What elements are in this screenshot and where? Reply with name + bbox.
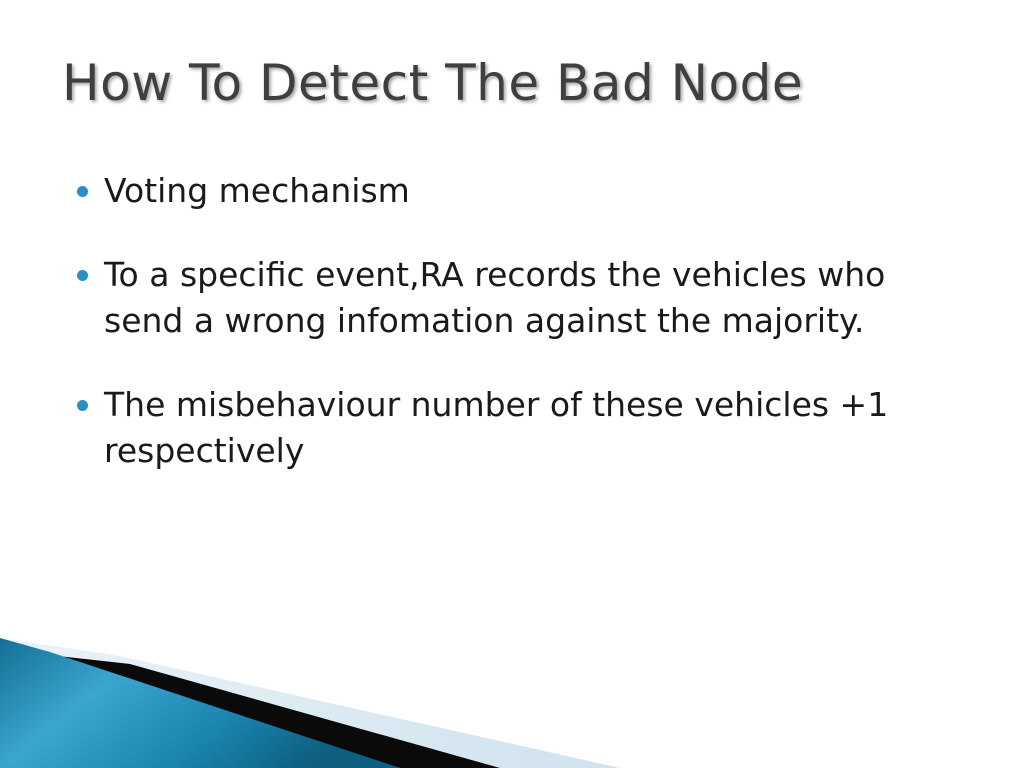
bullet-text: The misbehaviour number of these vehicles +1 respectively — [104, 385, 889, 470]
bullet-list — [72, 168, 932, 512]
corner-decoration — [0, 638, 1024, 768]
bullet-dot-icon — [77, 186, 88, 197]
bullet-dot-icon — [77, 400, 88, 411]
slide-title: How To Detect The Bad Node — [62, 54, 804, 112]
bullet-item — [72, 252, 932, 344]
blue-wedge-shape — [0, 638, 400, 768]
bullet-text: Voting mechanism — [104, 171, 410, 210]
bullet-dot-icon — [77, 270, 88, 281]
bullet-item — [72, 382, 932, 474]
bullet-item — [72, 168, 932, 214]
bullet-text: To a specific event,RA records the vehicles who send a wrong infomation against the majority. — [104, 255, 886, 340]
